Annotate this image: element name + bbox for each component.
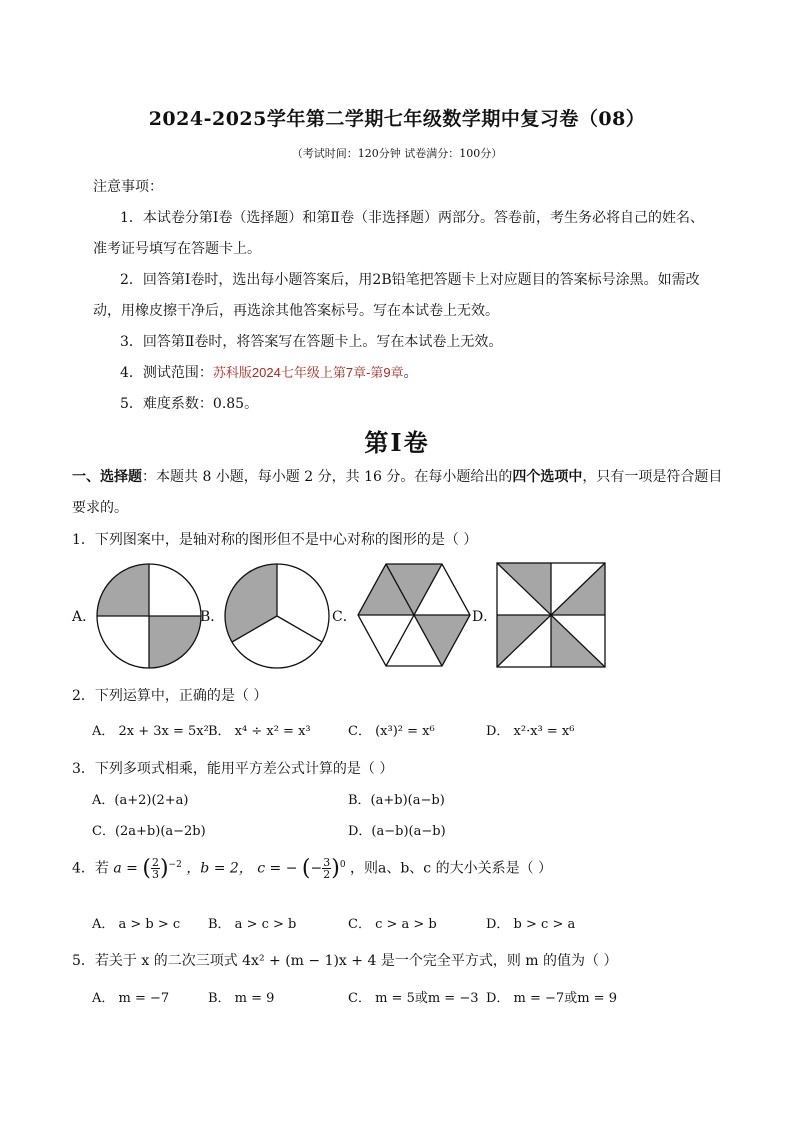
shaded-quadrant-tl (97, 564, 149, 616)
q5-option-b: B． m = 9 (208, 991, 275, 1006)
q3-option-d: D．(a−b)(a−b) (348, 824, 446, 839)
q2-option-b: B． x⁴ ÷ x² = x³ (208, 724, 311, 739)
q1-figure-b-circle-thirds (222, 561, 332, 671)
q4-option-c: C． c > a > b (348, 917, 437, 932)
note-5: 5．难度系数：0.85。 (120, 396, 259, 412)
intro-normal-a: ：本题共 8 小题，每小题 2 分，共 16 分。在每小题给出的 (142, 469, 513, 485)
q4-c-label: c = − (257, 860, 298, 877)
q1-figure-c-hexagon (354, 561, 474, 669)
q4-option-d: D． b > c > a (486, 917, 576, 932)
q4-prefix: 4．若 (72, 860, 109, 877)
shaded-quadrant-br (149, 616, 201, 668)
intro-normal-b: ，只有一项是符合题目 (582, 469, 723, 485)
section-intro-line2: 要求的。 (72, 500, 128, 516)
q4-exponent-c: 0 (339, 859, 346, 870)
note-4 (120, 362, 418, 382)
q1-option-c-label: C． (332, 609, 357, 625)
question-5-stem: 5．若关于 x 的二次三项式 4x² + (m − 1)x + 4 是一个完全平方式，则 m 的值为（ ） (72, 953, 618, 969)
notes-heading: 注意事项： (93, 179, 163, 195)
q5-option-d: D． m = −7或m = 9 (486, 991, 617, 1006)
q4-a-label: a = (113, 860, 138, 877)
q4-suffix: ，则a、b、c 的大小关系是（ ） (350, 860, 553, 877)
q3-option-a: A．(a+2)(2+a) (92, 793, 189, 808)
q2-option-c: C． (x³)² = x⁶ (348, 724, 435, 739)
shaded-triangle-right (414, 615, 470, 666)
q3-option-b: B．(a+b)(a−b) (348, 793, 445, 808)
note-2a: 2．回答第Ⅰ卷时，选出每小题答案后，用2B铅笔把答题卡上对应题目的答案标号涂黑。如需改 (120, 272, 700, 288)
section-intro (72, 466, 722, 486)
exam-info: （考试时间：120分钟 试卷满分：100分） (291, 147, 503, 160)
q4-fraction-c: $\frac{3}{2}$ (323, 856, 331, 881)
q4-option-a: A． a > b > c (92, 917, 181, 932)
q1-figure-d-square (495, 561, 607, 669)
q2-option-d: D． x²·x³ = x⁶ (486, 724, 575, 739)
q4-exponent-a: −2 (168, 859, 182, 870)
note-4-suffix: 。 (403, 365, 418, 381)
q1-figure-a-circle-quadrants (94, 561, 204, 671)
intro-bold-b: 四个选项中 (512, 469, 583, 485)
q1-option-b-label: B． (200, 609, 225, 625)
q4-option-b: B． a > c > b (208, 917, 297, 932)
section-title: 第Ⅰ卷 (364, 428, 430, 457)
q2-option-a: A． 2x + 3x = 5x² (92, 724, 209, 739)
q4-fraction-a: $\frac{2}{3}$ (151, 856, 159, 881)
q1-option-a-label: A． (72, 609, 97, 625)
note-3: 3．回答第Ⅱ卷时，将答案写在答题卡上。写在本试卷上无效。 (120, 334, 503, 350)
note-2b: 动，用橡皮擦干净后，再选涂其他答案标号。写在本试卷上无效。 (93, 303, 499, 319)
question-3-stem: 3．下列多项式相乘，能用平方差公式计算的是（ ） (72, 761, 394, 777)
q5-option-c: C． m = 5或m = −3 (348, 991, 479, 1006)
q4-b-part: ，b = 2， (186, 860, 253, 877)
question-2-stem: 2．下列运算中，正确的是（ ） (72, 688, 268, 704)
test-range: 苏科版2024七年级上第7章-第9章 (212, 365, 404, 380)
page-title: 2024-2025学年第二学期七年级数学期中复习卷（08） (148, 108, 646, 130)
q3-option-c: C．(2a+b)(a−2b) (92, 824, 206, 839)
question-4-stem: 4．若 a = ( $\frac{2}{3}$ )$^{-2}$ ，b = 2， c = − (− $\frac{3}{2}$ )$^0$ ，则a、b、c 的大小关系是（ ） (72, 856, 553, 881)
note-1b: 准考证号填写在答题卡上。 (93, 241, 261, 257)
note-1a: 1．本试卷分第Ⅰ卷（选择题）和第Ⅱ卷（非选择题）两部分。答卷前，考生务必将自己的姓名、 (120, 210, 704, 226)
q1-option-d-label: D． (472, 609, 498, 625)
q5-option-a: A． m = −7 (92, 991, 170, 1006)
note-4-prefix: 4．测试范围： (120, 365, 213, 381)
question-1-stem: 1．下列图案中，是轴对称的图形但不是中心对称的图形的是（ ） (72, 532, 478, 548)
intro-bold-a: 一、选择题 (72, 469, 142, 485)
